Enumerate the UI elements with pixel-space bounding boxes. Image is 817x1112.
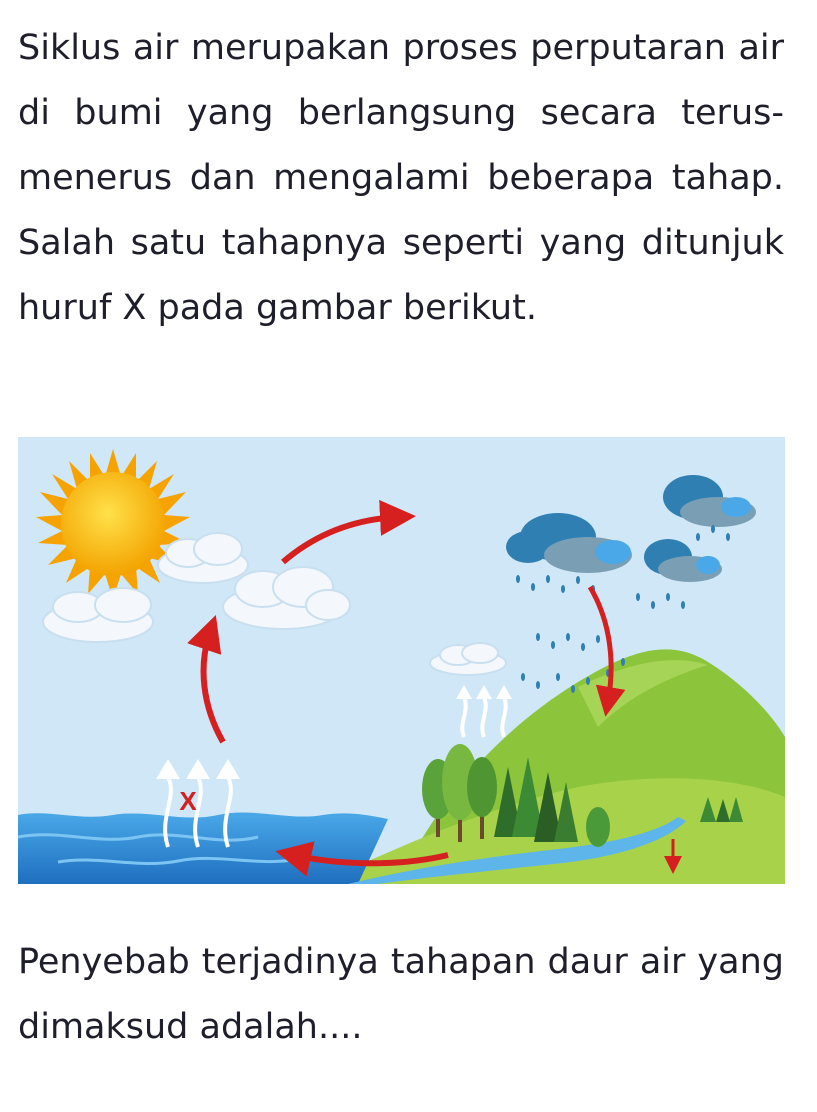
marker-x-label: X <box>179 786 197 816</box>
cloud-icon <box>43 588 153 642</box>
question-prompt-text: Penyebab terjadinya tahapan daur air yang dimaksud adalah.... <box>18 942 784 1047</box>
water-cycle-illustration <box>18 437 785 884</box>
question-intro-text: Siklus air merupakan proses perputaran air di bumi yang berlangsung secara terus-menerus dan mengalami beberapa tahap. Salah satu tahapnya seperti yang ditunjuk huruf X pada gambar berikut. <box>18 28 784 328</box>
sea <box>18 812 388 884</box>
